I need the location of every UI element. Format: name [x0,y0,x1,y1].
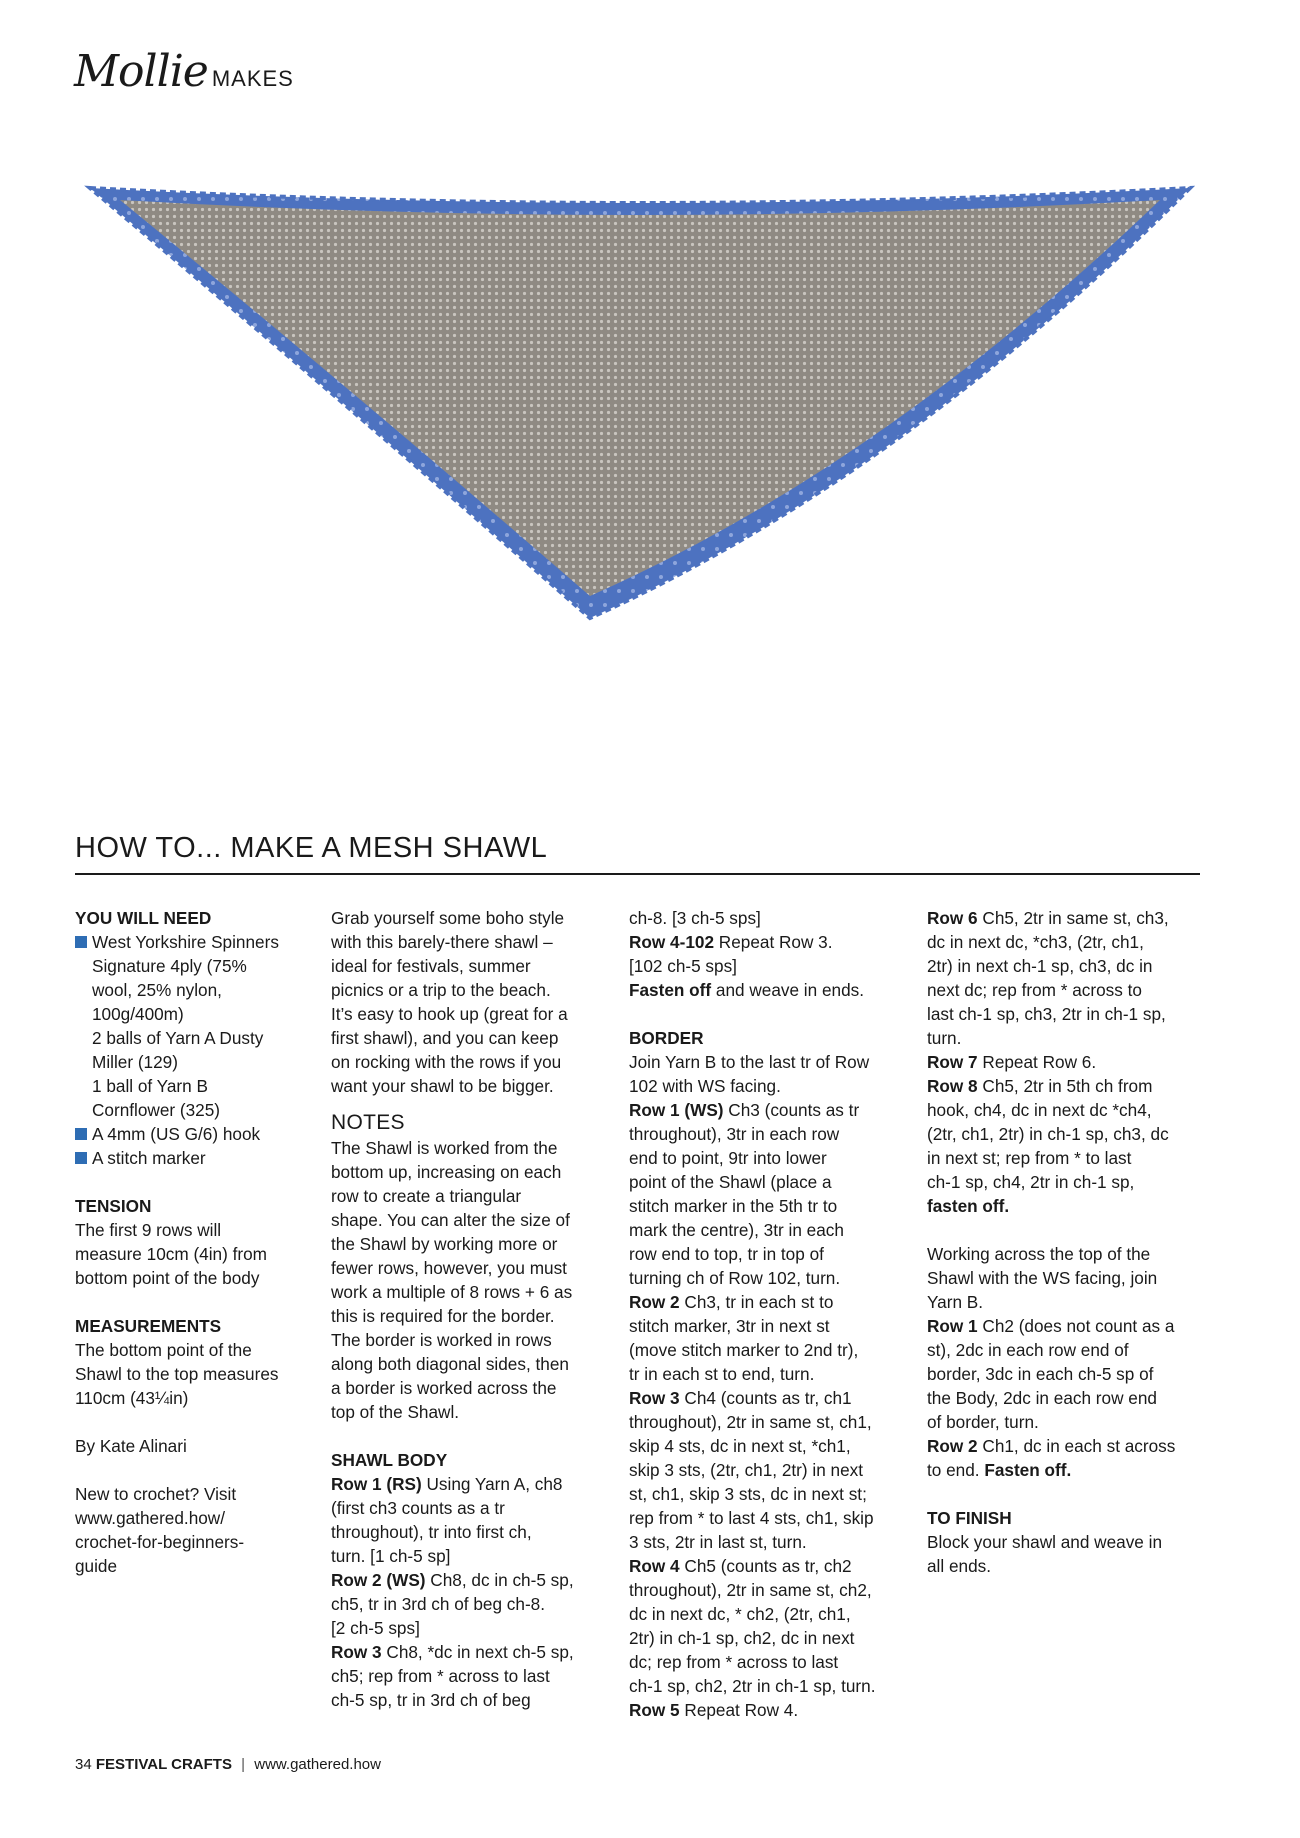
text-line: bottom up, increasing on each [331,1162,562,1182]
text-line: stitch marker, 3tr in next st [629,1316,830,1336]
shawl-body-heading: SHAWL BODY [331,1450,448,1470]
list-item [75,930,297,1122]
text-line [331,1472,611,1496]
text-line: on rocking with the rows if you [331,1052,562,1072]
text-line: row end to top, tr in top of [629,1244,824,1264]
text-line: first shawl), and you can keep [331,1028,559,1048]
text-line [629,1098,909,1122]
text-line: 2tr) in next ch-1 sp, ch3, dc in [927,956,1153,976]
text-line: fasten off. [927,1196,1010,1216]
text-line: this is required for the border. [331,1306,555,1326]
text-line [629,1386,909,1410]
text-line: turn. [1 ch-5 sp] [331,1546,451,1566]
text-line: work a multiple of 8 rows + 6 as [331,1282,573,1302]
text-line: Yarn B. [927,1292,984,1312]
row-label: Row 3 [629,1388,680,1408]
to-finish-heading: TO FINISH [927,1508,1012,1528]
text-line: Block your shawl and weave in [927,1532,1163,1552]
text-line: 110cm (43¼in) [75,1388,189,1408]
text-line: of border, turn. [927,1412,1039,1432]
text-line: Working across the top of the [927,1244,1151,1264]
author-credit: By Kate Alinari [75,1436,187,1456]
row-label: Row 4 [629,1556,680,1576]
text-line: st), 2dc in each row end of [927,1340,1129,1360]
text-line: ch-1 sp, ch2, 2tr in ch-1 sp, turn. [629,1676,876,1696]
text-line [927,1314,1203,1338]
list-item [75,1122,297,1146]
text-run: Ch5, 2tr in 5th ch from [977,1076,1153,1096]
text-line: throughout), 3tr in each row [629,1124,840,1144]
text-line: ch-1 sp, ch4, 2tr in ch-1 sp, [927,1172,1135,1192]
text-line: the Body, 2dc in each row end [927,1388,1157,1408]
text-line: turn. [927,1028,962,1048]
text-run: Using Yarn A, ch8 [421,1474,563,1494]
text-line: border, 3dc in each ch-5 sp of [927,1364,1154,1384]
text-run: Ch1, dc in each st across [977,1436,1176,1456]
text-line: West Yorkshire Spinners [92,932,279,952]
notes-heading: NOTES [331,1111,405,1134]
text-line: A stitch marker [92,1148,206,1168]
bullet-square-icon [75,1152,87,1164]
text-line: wool, 25% nylon, [92,980,222,1000]
text-line: ch5; rep from * across to last [331,1666,550,1686]
column-1 [75,906,297,1578]
text-line: The bottom point of the [75,1340,252,1360]
text-line: The first 9 rows will [75,1220,222,1240]
bullet-square-icon [75,1128,87,1140]
text-line: The Shawl is worked from the [331,1138,558,1158]
text-line: end to point, 9tr into lower [629,1148,827,1168]
text-line: throughout), 2tr in same st, ch1, [629,1412,872,1432]
text-line [927,1434,1203,1458]
text-line: The border is worked in rows [331,1330,552,1350]
text-line: throughout), 2tr in same st, ch2, [629,1580,872,1600]
row-label: Row 3 [331,1642,382,1662]
measurements-heading: MEASUREMENTS [75,1316,222,1336]
text-line: point of the Shawl (place a [629,1172,832,1192]
text-line: dc in next dc, *ch3, (2tr, ch1, [927,932,1144,952]
text-run: to end. [927,1460,985,1480]
text-line: (move stitch marker to 2nd tr), [629,1340,859,1360]
footer-url[interactable]: www.gathered.how [254,1756,381,1773]
text-line: It’s easy to hook up (great for a [331,1004,568,1024]
text-line: Grab yourself some boho style [331,908,565,928]
link-text[interactable]: guide [75,1556,118,1576]
row-label: Row 7 [927,1052,978,1072]
text-run: Ch8, dc in ch-5 sp, [425,1570,574,1590]
text-line [927,1458,1203,1482]
text-run: Repeat Row 3. [714,932,833,952]
text-line [927,1074,1203,1098]
shawl-body [120,200,1160,596]
you-will-need-heading: YOU WILL NEED [75,908,212,928]
text-line: [102 ch-5 sps] [629,956,737,976]
text-line: 100g/400m) [92,1004,184,1024]
text-run: Ch8, *dc in next ch-5 sp, [381,1642,574,1662]
text-line: stitch marker in the 5th tr to [629,1196,838,1216]
row-label: Row 1 (WS) [629,1100,724,1120]
text-line: 1 ball of Yarn B [92,1076,208,1096]
text-run: Ch3, tr in each st to [679,1292,834,1312]
logo-script: Mollie [74,46,208,97]
magazine-section: FESTIVAL CRAFTS [95,1756,232,1773]
list-item [75,1146,297,1170]
row-label: Row 2 [927,1436,978,1456]
row-label: Row 5 [629,1700,680,1720]
text-line: all ends. [927,1556,992,1576]
text-line [927,1050,1203,1074]
text-line: 2tr) in ch-1 sp, ch2, dc in next [629,1628,855,1648]
text-run: and weave in ends. [711,980,865,1000]
text-run: Ch4 (counts as tr, ch1 [679,1388,852,1408]
row-label: Row 2 (WS) [331,1570,426,1590]
text-run: Ch3 (counts as tr [723,1100,860,1120]
title-rule [75,873,1200,875]
text-line: throughout), tr into first ch, [331,1522,532,1542]
text-line: skip 4 sts, dc in next st, *ch1, [629,1436,851,1456]
text-line: bottom point of the body [75,1268,260,1288]
text-line: Shawl to the top measures [75,1364,279,1384]
column-2 [331,906,611,1712]
text-line [331,1640,611,1664]
text-line: 2 balls of Yarn A Dusty [92,1028,264,1048]
text-line [331,1568,611,1592]
column-4 [927,906,1203,1578]
row-label: Row 6 [927,908,978,928]
text-line: hook, ch4, dc in next dc *ch4, [927,1100,1152,1120]
text-line: along both diagonal sides, then [331,1354,569,1374]
shawl-photo [80,178,1200,758]
text-line [927,906,1203,930]
text-line: Signature 4ply (75% [92,956,247,976]
text-line: measure 10cm (4in) from [75,1244,267,1264]
text-line: want your shawl to be bigger. [331,1076,554,1096]
bullet-square-icon [75,936,87,948]
page-title: HOW TO... MAKE A MESH SHAWL [75,832,548,864]
text-line: ideal for festivals, summer [331,956,531,976]
row-label: Row 1 (RS) [331,1474,422,1494]
text-line: ch-5 sp, tr in 3rd ch of beg [331,1690,531,1710]
column-3 [629,906,909,1722]
materials-list [75,930,297,1170]
tension-heading: TENSION [75,1196,152,1216]
text-line: turning ch of Row 102, turn. [629,1268,841,1288]
text-line: Cornflower (325) [92,1100,220,1120]
text-run: Ch5 (counts as tr, ch2 [679,1556,852,1576]
text-line: 102 with WS facing. [629,1076,781,1096]
text-line [629,1698,909,1722]
text-line: top of the Shawl. [331,1402,460,1422]
text-line: (2tr, ch1, 2tr) in ch-1 sp, ch3, dc [927,1124,1169,1144]
text-line: last ch-1 sp, ch3, 2tr in ch-1 sp, [927,1004,1166,1024]
footer-separator: | [241,1756,246,1773]
text-line: the Shawl by working more or [331,1234,558,1254]
text-line [629,1290,909,1314]
text-line: (first ch3 counts as a tr [331,1498,505,1518]
text-run: Ch5, 2tr in same st, ch3, [977,908,1169,928]
row-label: Fasten off [629,980,712,1000]
text-line [629,978,909,1002]
text-line: Join Yarn B to the last tr of Row [629,1052,870,1072]
row-label: Row 1 [927,1316,978,1336]
text-line: with this barely-there shawl – [331,932,553,952]
page-number: 34 [75,1756,92,1773]
text-line: ch5, tr in 3rd ch of beg ch-8. [331,1594,546,1614]
page-footer [75,1756,381,1773]
text-line: [2 ch-5 sps] [331,1618,420,1638]
text-run: Fasten off. [984,1460,1072,1480]
magazine-logo [74,46,294,97]
link-text[interactable]: www.gathered.how/ [75,1508,225,1528]
row-label: Row 4-102 [629,932,715,952]
text-line: Shawl with the WS facing, join [927,1268,1158,1288]
row-label: Row 2 [629,1292,680,1312]
text-line: tr in each st to end, turn. [629,1364,815,1384]
text-line: ch-8. [3 ch-5 sps] [629,908,761,928]
border-heading: BORDER [629,1028,704,1048]
text-line [629,1554,909,1578]
text-run: Repeat Row 6. [977,1052,1097,1072]
text-line: shape. You can alter the size of [331,1210,570,1230]
text-run: Repeat Row 4. [679,1700,799,1720]
text-line: next dc; rep from * across to [927,980,1142,1000]
text-line: row to create a triangular [331,1186,522,1206]
text-line: mark the centre), 3tr in each [629,1220,844,1240]
text-line: A 4mm (US G/6) hook [92,1124,261,1144]
text-line: skip 3 sts, (2tr, ch1, 2tr) in next [629,1460,864,1480]
text-line: New to crochet? Visit [75,1484,237,1504]
text-line: fewer rows, however, you must [331,1258,567,1278]
text-line: a border is worked across the [331,1378,557,1398]
link-text[interactable]: crochet-for-beginners- [75,1532,245,1552]
text-line: rep from * to last 4 sts, ch1, skip [629,1508,874,1528]
text-line: st, ch1, skip 3 sts, dc in next st; [629,1484,867,1504]
text-line: 3 sts, 2tr in last st, turn. [629,1532,807,1552]
text-line: picnics or a trip to the beach. [331,980,551,1000]
logo-makes: MAKES [211,66,294,91]
text-line: dc in next dc, * ch2, (2tr, ch1, [629,1604,851,1624]
text-run: Ch2 (does not count as a [977,1316,1175,1336]
text-line: dc; rep from * across to last [629,1652,839,1672]
text-line: Miller (129) [92,1052,178,1072]
text-line: in next st; rep from * to last [927,1148,1132,1168]
row-label: Row 8 [927,1076,978,1096]
text-line [629,930,909,954]
